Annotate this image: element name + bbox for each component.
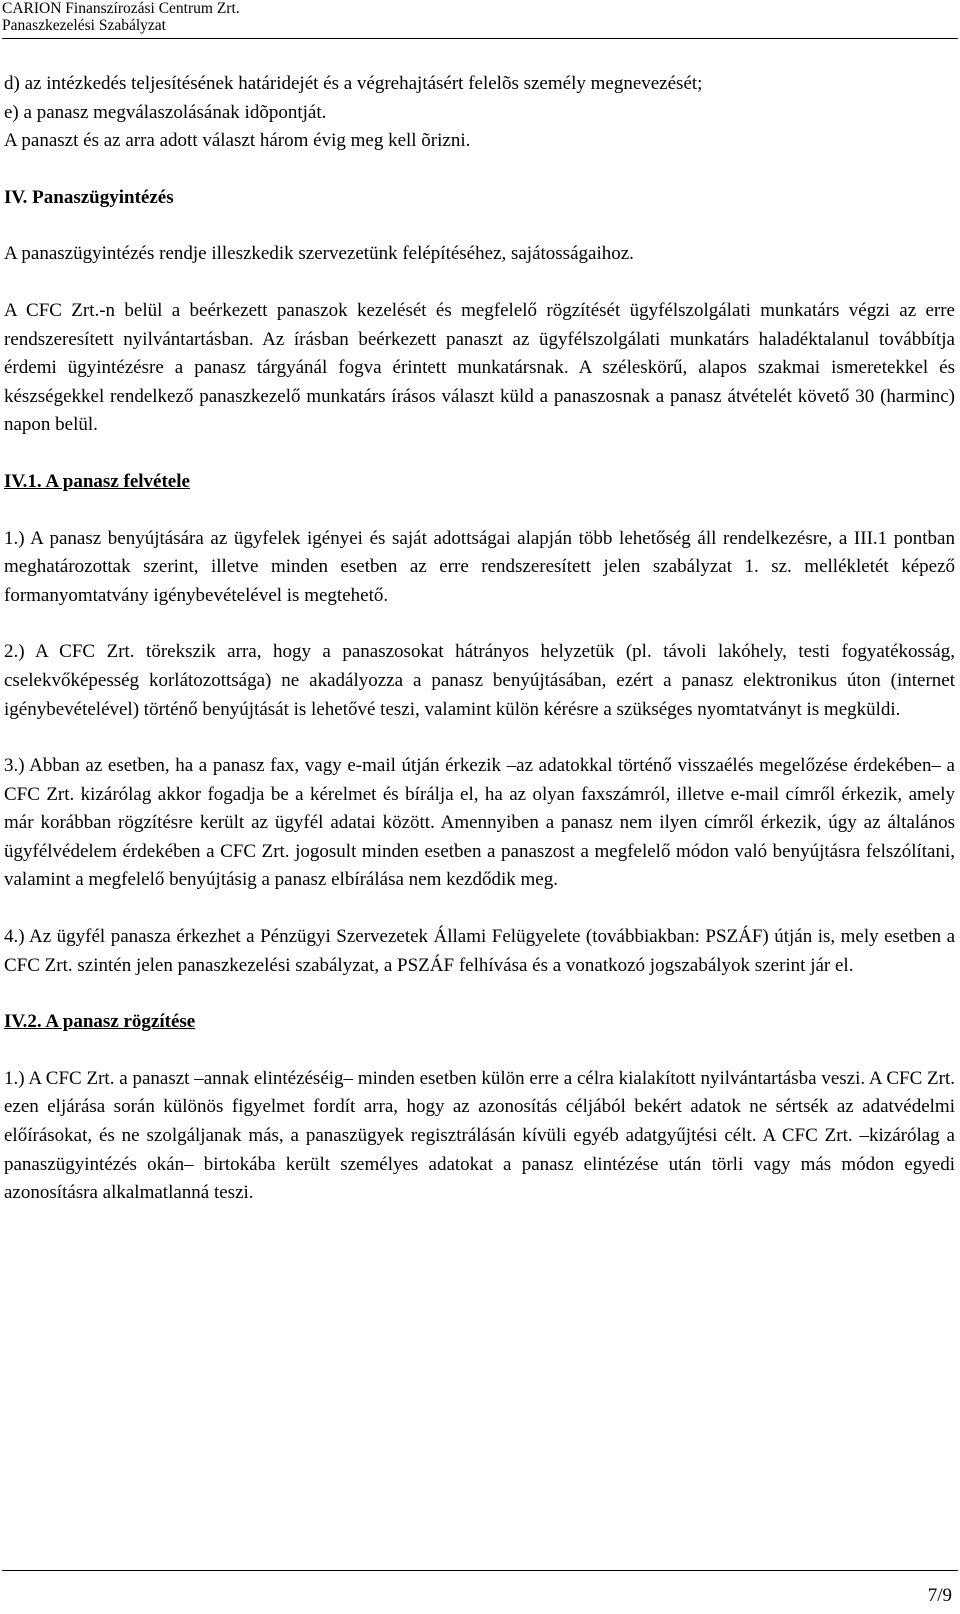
paragraph-iv-body: A CFC Zrt.-n belül a beérkezett panaszok kezelését és megfelelő rögzítését ügyfélszolgálati munkatárs végzi az erre rendszeresített nyilvántartásban. Az írásban beérkezett panaszt az ügyfélszolgálati munkatárs haladéktalanul továbbítja érdemi ügyintézésre a panasz tárgyánál fogva érintett munkatársnak. A széleskörű, alapos szakmai ismeretekkel és készségekkel rendelkező panaszkezelő munkatárs írásos választ küld a panaszosnak a panasz átvételét követő 30 (harminc) napon belül. xyxy=(4,299,955,436)
paragraph-iv-intro: A panaszügyintézés rendje illeszkedik szervezetünk felépítéséhez, sajátosságaihoz. xyxy=(4,243,634,265)
header-doc-title: Panaszkezelési Szabályzat xyxy=(2,17,166,34)
header-company: CARION Finanszírozási Centrum Zrt. xyxy=(2,0,240,17)
page-number: 7/9 xyxy=(927,1585,952,1606)
paragraph-iv1-3: 3.) Abban az esetben, ha a panasz fax, vagy e-mail útján érkezik –az adatokkal történő visszaélés megelőzése érdekében– a CFC Zrt. kizárólag akkor fogadja be a kérelmet és bírálja el, ha az olyan faxszámról, illetve e-mail címről érkezik, amely már korábban rögzítésre került az ügyfél adatai között. Amennyiben a panasz nem ilyen címről érkezik, úgy az általános ügyfélvédelem érdekében a CFC Zrt. jogosult minden esetben a panaszost a megfelelő módon való benyújtásra felszólítani, valamint a megfelelő benyújtásig a panasz elbírálása nem kezdődik meg. xyxy=(4,755,955,891)
paragraph-iv2-1: 1.) A CFC Zrt. a panaszt –annak elintézéséig– minden esetben külön erre a célra kialakított nyilvántartásba veszi. A CFC Zrt. ezen eljárása során különös figyelmet fordít arra, hogy az azonosítás céljából bekért adatok ne sértsék az adatvédelmi előírásokat, és ne szolgáljanak más, a panaszügyek regisztrálásán kívüli egyéb adatgyűjtési célt. A CFC Zrt. –kizárólag a panaszügyintézés okán– birtokába került személyes adatokat a panasz elintézése után törli vagy más módon egyedi azonosításra alkalmatlanná teszi. xyxy=(4,1067,955,1204)
paragraph-iv1-4: 4.) Az ügyfél panasza érkezhet a Pénzügyi Szervezetek Állami Felügyelete (továbbiakban: PSZÁF) útján is, mely esetben a CFC Zrt. szintén jelen panaszkezelési szabályzat, a PSZÁF felhívása és a vonatkozó jogszabályok szerint jár el. xyxy=(4,926,955,976)
paragraph-iv1-2: 2.) A CFC Zrt. törekszik arra, hogy a panaszosokat hátrányos helyzetük (pl. távoli lakóhely, testi fogyatékosság, cselekvőképesség korlátozottsága) ne akadályozza a panasz benyújtásában, ezért a panasz elektronikus úton (internet igénybevételével) történő benyújtását is lehetővé teszi, valamint külön kérésre a szükséges nyomtatványt is megküldi. xyxy=(4,641,955,720)
paragraph-keep: A panaszt és az arra adott választ három évig meg kell õrizni. xyxy=(4,130,471,152)
subsection-heading-iv1: IV.1. A panasz felvétele xyxy=(4,470,190,492)
subsection-heading-iv2: IV.2. A panasz rögzítése xyxy=(4,1011,196,1033)
paragraph-iv1-1: 1.) A panasz benyújtására az ügyfelek igényei és saját adottságai alapján több lehetőség áll rendelkezésre, a III.1 pontban meghatározottak szerint, illetve minden esetben az erre rendszeresített jelen szabályzat 1. sz. mellékletét képező formanyomtatvány igénybevételével is megtehető. xyxy=(4,527,955,606)
document-body xyxy=(4,70,955,1208)
section-heading-iv: IV. Panaszügyintézés xyxy=(4,186,174,208)
paragraph-d: d) az intézkedés teljesítésének határidejét és a végrehajtásért felelõs személy megnevezését; xyxy=(4,73,703,94)
paragraph-e: e) a panasz megválaszolásának idõpontját. xyxy=(4,101,327,123)
page-header xyxy=(2,0,958,39)
page-footer xyxy=(2,1570,958,1614)
